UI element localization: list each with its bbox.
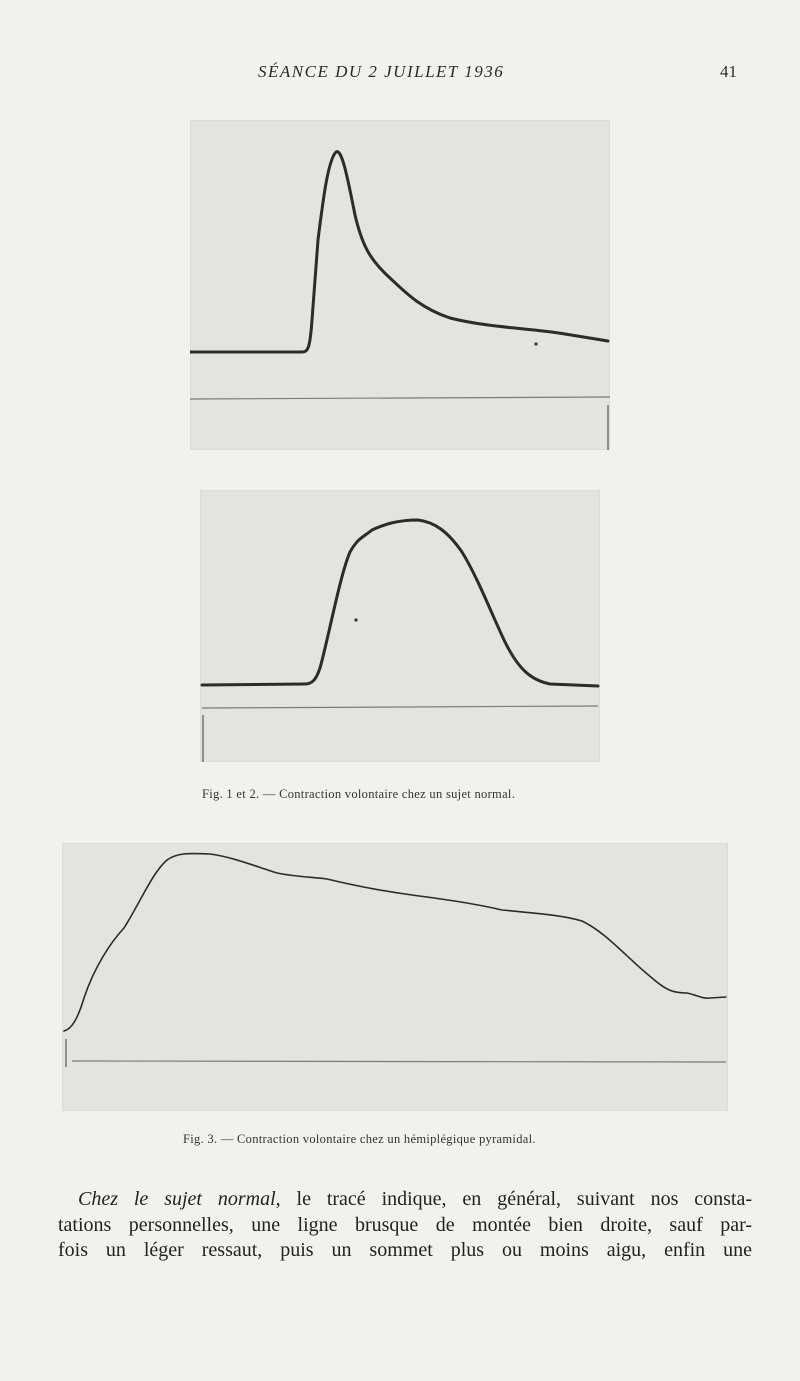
figure-1-trace-svg <box>190 120 610 450</box>
body-line-1 <box>58 1187 752 1213</box>
figure-1-2-caption: Fig. 1 et 2. — Contraction volontaire chez un sujet normal. <box>202 787 516 801</box>
figure-2-dot <box>354 618 357 621</box>
body-paragraph <box>58 1187 752 1264</box>
figure-3-caption: Fig. 3. — Contraction volontaire chez un hémiplégique pyramidal. <box>183 1132 536 1146</box>
figure-1-dot <box>534 342 537 345</box>
figure-2-myogram <box>200 490 600 762</box>
body-line-2: tations personnelles, une ligne brusque de montée bien droite, sauf par- <box>58 1213 752 1236</box>
body-line-1-rest: le tracé indique, en général, suivant nos consta- <box>280 1188 752 1210</box>
figure-2-trace-svg <box>200 490 600 762</box>
figure-2-trace <box>202 520 598 686</box>
page-number: 41 <box>720 62 737 81</box>
running-head <box>0 62 800 86</box>
figure-3-baseline <box>72 1061 726 1062</box>
figure-3-trace-svg <box>62 843 728 1111</box>
figure-1-myogram <box>190 120 610 450</box>
figure-3-trace <box>64 854 726 1031</box>
body-line-3: fois un léger ressaut, puis un sommet plus ou moins aigu, enfin une <box>58 1239 752 1261</box>
body-line-1-italic: Chez le sujet normal, <box>78 1188 281 1210</box>
running-title: SÉANCE DU 2 JUILLET 1936 <box>258 62 505 81</box>
figure-2-baseline <box>202 706 598 708</box>
figure-1-baseline <box>190 397 610 399</box>
figure-1-trace <box>190 152 608 352</box>
figure-3-myogram <box>62 843 728 1111</box>
